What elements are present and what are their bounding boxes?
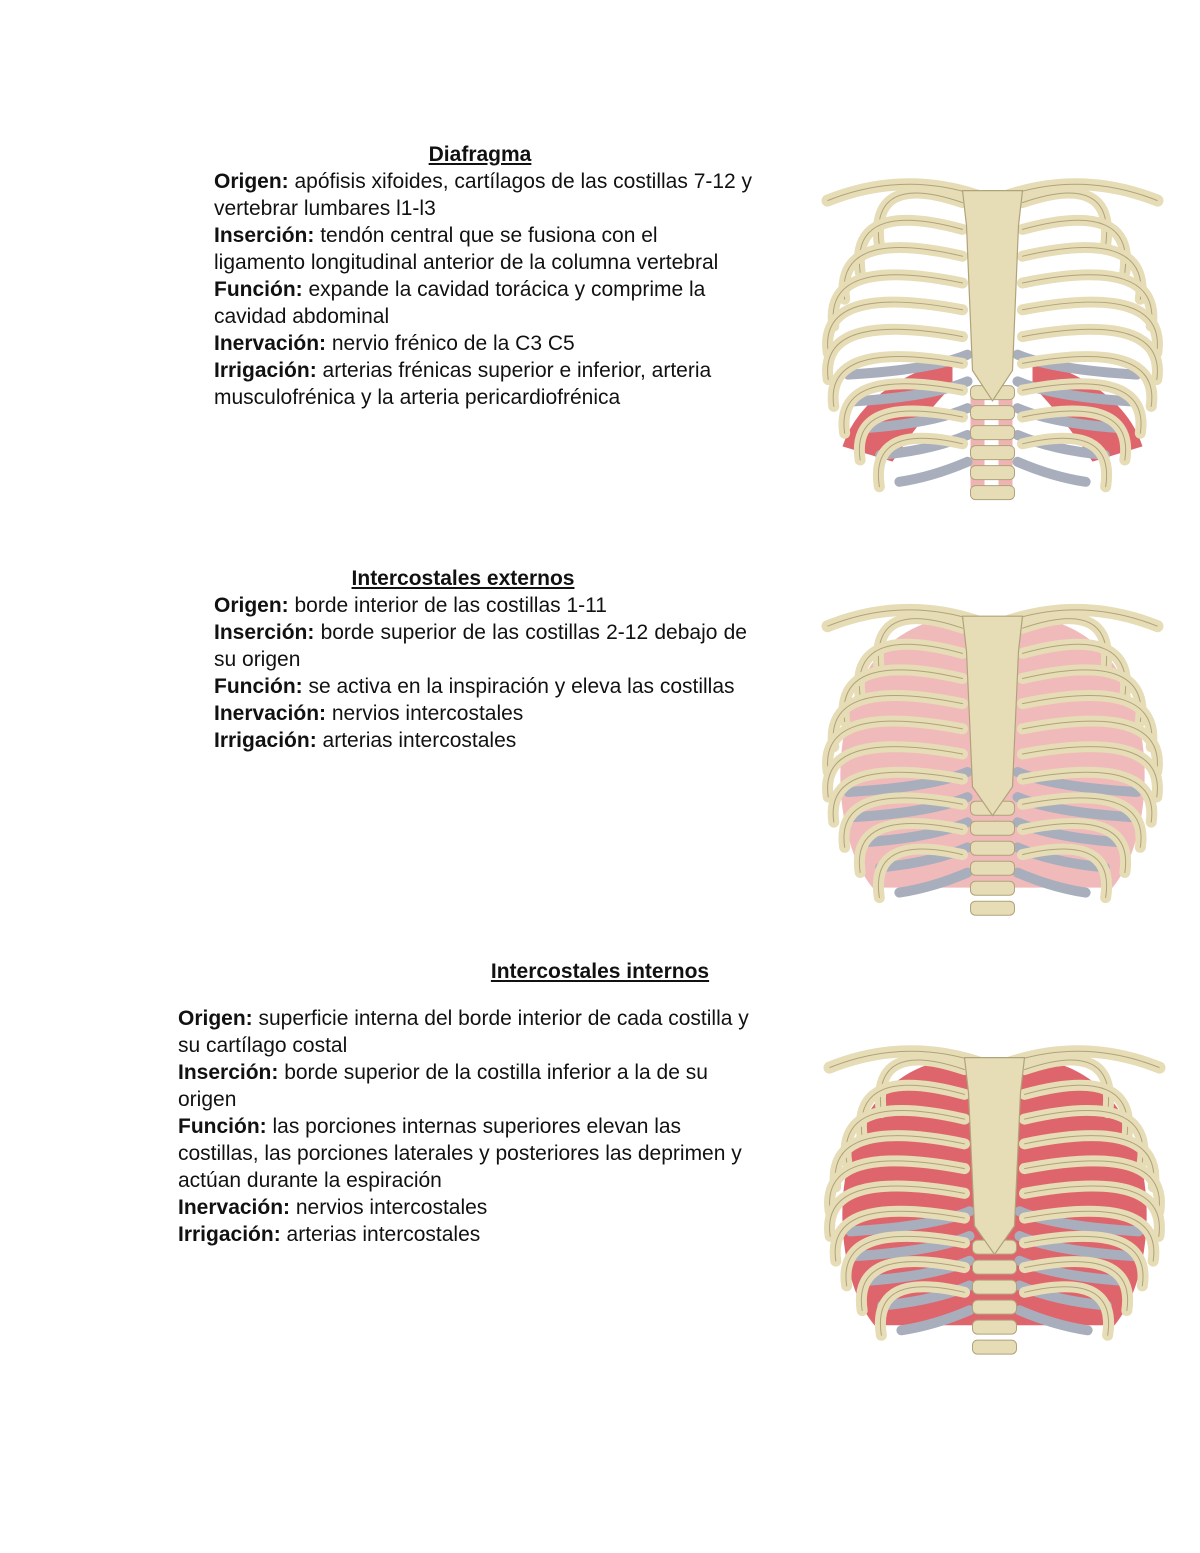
field-funcion: Función: se activa en la inspiración y eleva las costillas [214,675,735,698]
field-inervacion: Inervación: nervio frénico de la C3 C5 [214,332,575,355]
field-insercion: Inserción: borde superior de la costilla inferior a la de su origen [178,1061,708,1111]
field-funcion: Función: las porciones internas superiores elevan las costillas, las porciones laterales y posteriores las deprimen y actúan durante la espiración [178,1115,742,1192]
ribcage-diaphragm-illustration [810,150,1175,530]
field-inervacion: Inervación: nervios intercostales [178,1196,488,1219]
section-title-intercostales-internos: Intercostales internos [490,960,710,983]
section-body-intercostales-externos [214,592,747,754]
ribcage-external-intercostals-illustration [810,578,1175,938]
section-body-intercostales-internos [178,1005,753,1248]
field-irrigacion: Irrigación: arterias intercostales [214,729,517,752]
field-irrigacion: Irrigación: arterias intercostales [178,1223,481,1246]
section-body-diafragma [214,168,754,411]
field-origen: Origen: apófisis xifoides, cartílagos de las costillas 7-12 y vertebrar lumbares l1-l3 [214,170,753,220]
field-insercion: Inserción: tendón central que se fusiona con el ligamento longitudinal anterior de la columna vertebral [214,224,719,274]
ribcage-internal-intercostals-illustration [822,1020,1167,1375]
field-inervacion: Inervación: nervios intercostales [214,702,524,725]
field-origen: Origen: borde interior de las costillas 1-11 [214,594,607,617]
field-irrigacion: Irrigación: arterias frénicas superior e inferior, arteria musculofrénica y la arteria pericardiofrénica [214,359,712,409]
field-insercion: Inserción: borde superior de las costillas 2-12 debajo de su origen [214,621,747,671]
field-origen: Origen: superficie interna del borde interior de cada costilla y su cartílago costal [178,1007,749,1057]
section-title-diafragma: Diafragma [428,143,532,166]
section-title-intercostales-externos: Intercostales externos [351,567,575,590]
field-funcion: Función: expande la cavidad torácica y comprime la cavidad abdominal [214,278,706,328]
